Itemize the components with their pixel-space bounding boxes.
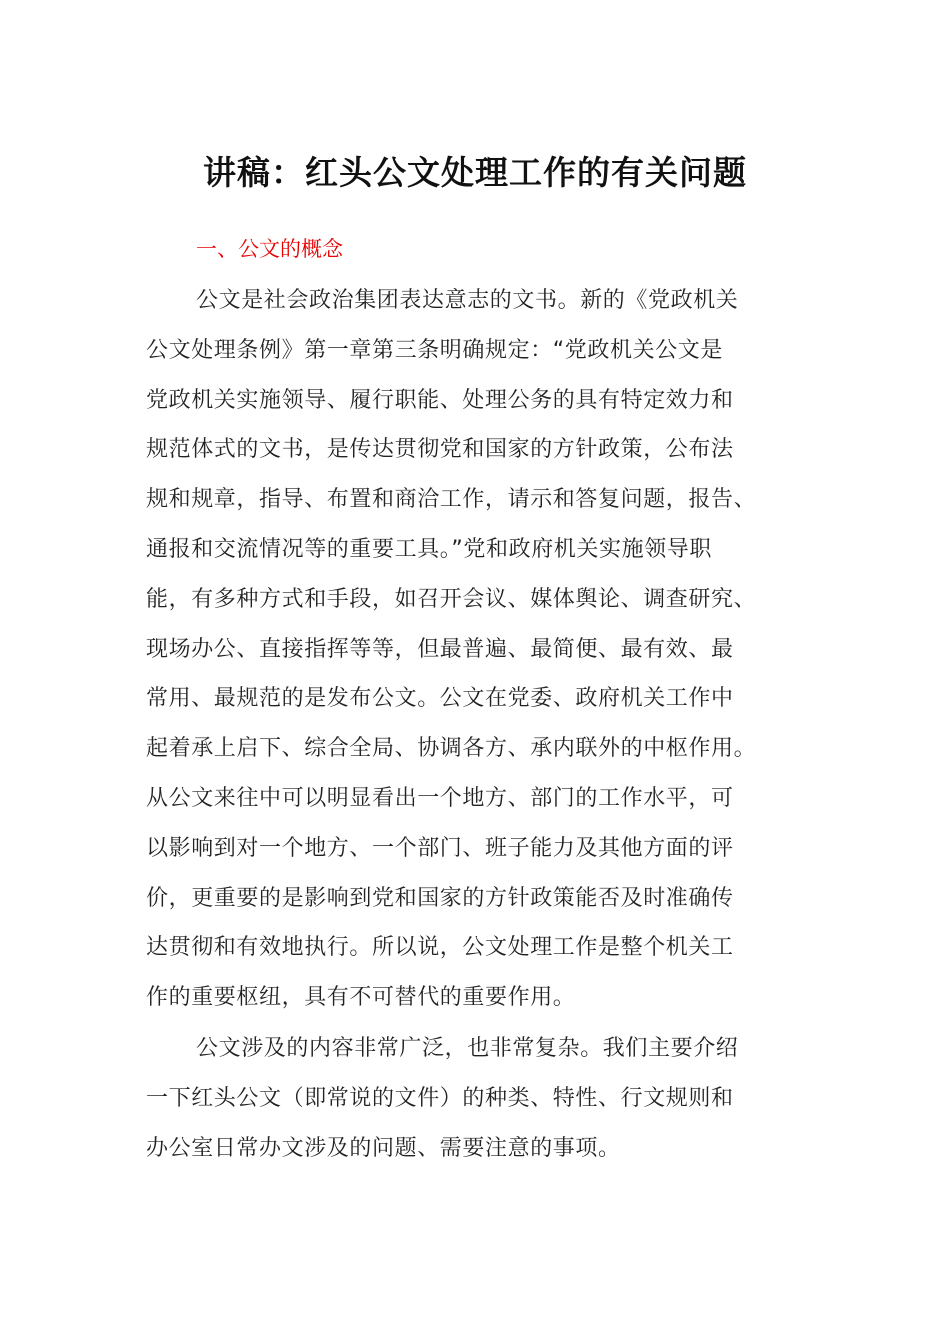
paragraph-line: 价，更重要的是影响到党和国家的方针政策能否及时准确传 bbox=[146, 885, 734, 911]
paragraph-line: 常用、最规范的是发布公文。公文在党委、政府机关工作中 bbox=[146, 686, 734, 712]
paragraph-line: 规和规章，指导、布置和商洽工作，请示和答复问题，报告、 bbox=[146, 487, 757, 513]
paragraph-1 bbox=[146, 276, 796, 1023]
section-heading: 一、公文的概念 bbox=[196, 237, 343, 261]
paragraph-line: 公文是社会政治集团表达意志的文书。新的《党政机关 bbox=[196, 288, 739, 313]
paragraph-2 bbox=[146, 1024, 796, 1173]
paragraph-line: 通报和交流情况等的重要工具。”党和政府机关实施领导职 bbox=[146, 536, 712, 562]
paragraph-line: 公文处理条例》第一章第三条明确规定：“党政机关公文是 bbox=[146, 337, 723, 363]
paragraph-line: 公文涉及的内容非常广泛，也非常复杂。我们主要介绍 bbox=[196, 1036, 739, 1061]
paragraph-line: 规范体式的文书，是传达贯彻党和国家的方针政策，公布法 bbox=[146, 437, 734, 463]
paragraph-line: 以影响到对一个地方、一个部门、班子能力及其他方面的评 bbox=[146, 835, 734, 861]
paragraph-line: 现场办公、直接指挥等等，但最普遍、最简便、最有效、最 bbox=[146, 636, 734, 662]
paragraph-line: 党政机关实施领导、履行职能、处理公务的具有特定效力和 bbox=[146, 387, 734, 413]
paragraph-line: 从公文来往中可以明显看出一个地方、部门的工作水平，可 bbox=[146, 785, 734, 811]
paragraph-line: 能，有多种方式和手段，如召开会议、媒体舆论、调查研究、 bbox=[146, 586, 757, 612]
paragraph-line: 达贯彻和有效地执行。所以说，公文处理工作是整个机关工 bbox=[146, 935, 734, 961]
paragraph-line: 办公室日常办文涉及的问题、需要注意的事项。 bbox=[146, 1135, 621, 1161]
document-title: 讲稿：红头公文处理工作的有关问题 bbox=[203, 153, 747, 192]
paragraph-line: 一下红头公文（即常说的文件）的种类、特性、行文规则和 bbox=[146, 1085, 734, 1111]
paragraph-line: 起着承上启下、综合全局、协调各方、承内联外的中枢作用。 bbox=[146, 736, 757, 762]
paragraph-line: 作的重要枢纽，具有不可替代的重要作用。 bbox=[146, 985, 576, 1011]
